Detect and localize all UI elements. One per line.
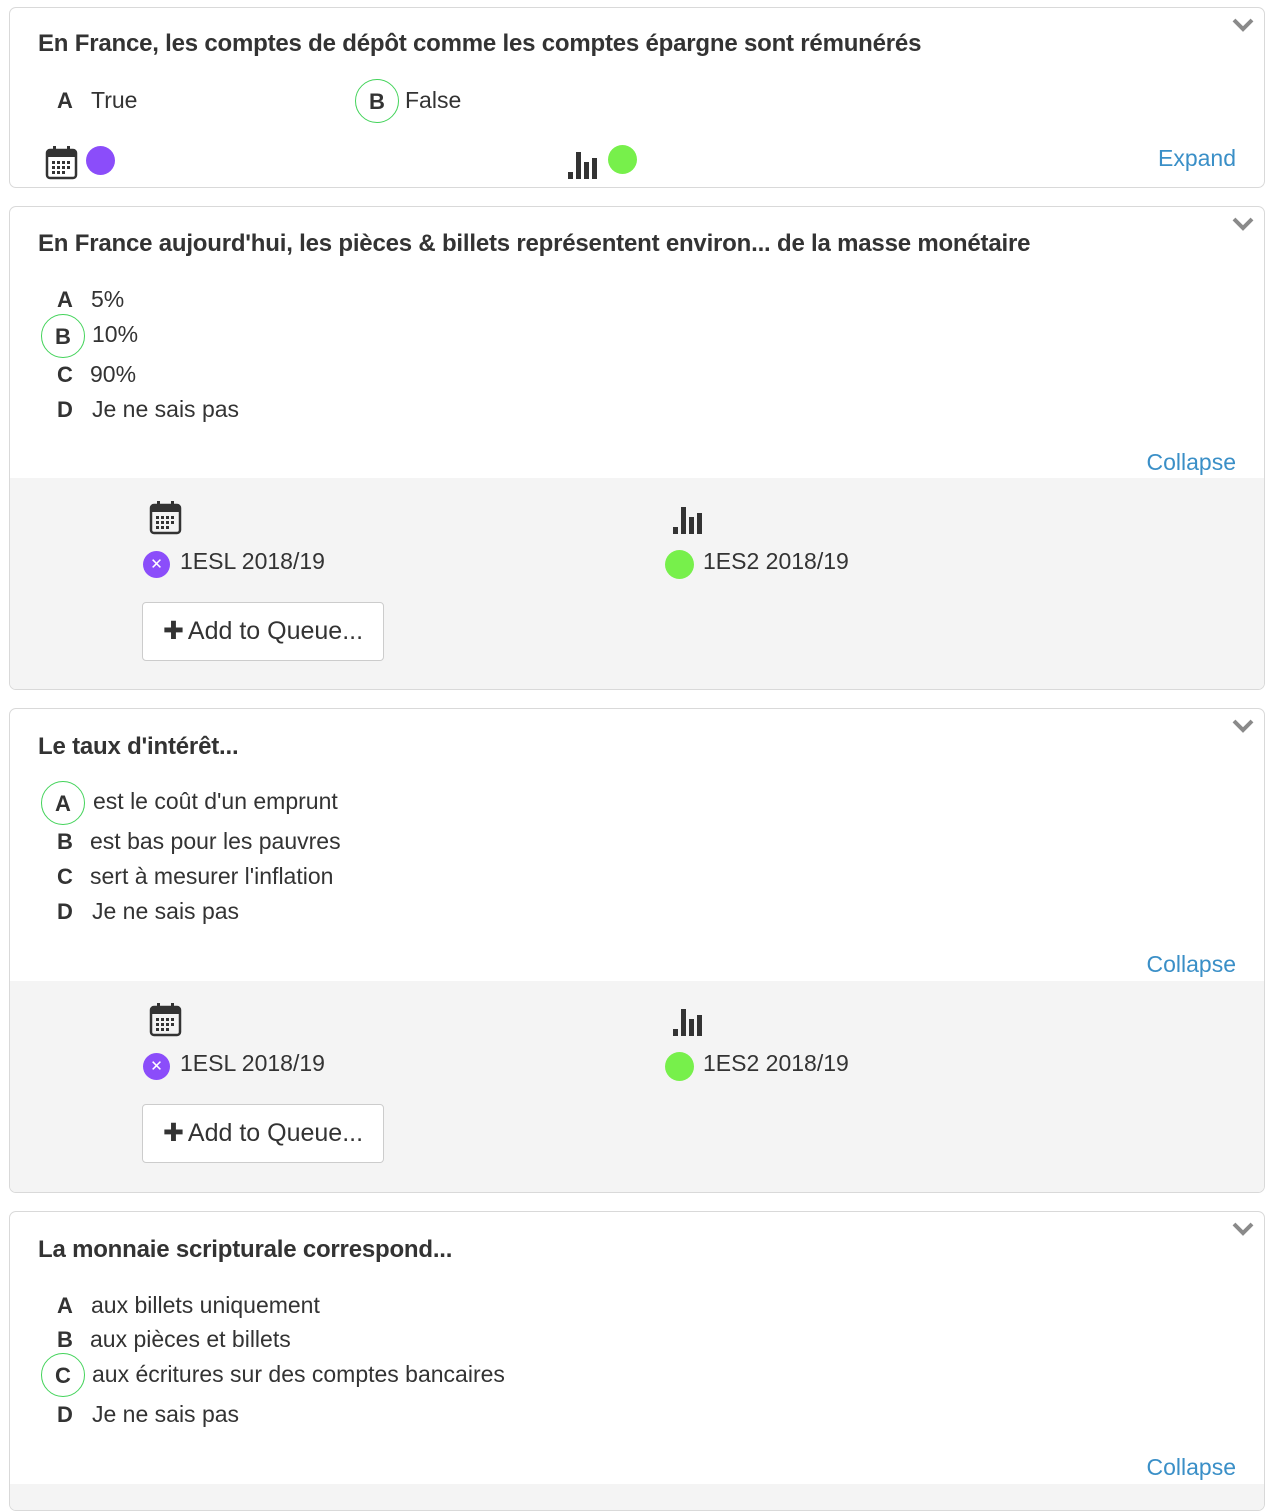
- x-icon[interactable]: ✕: [143, 1053, 170, 1080]
- add-to-queue-button[interactable]: [142, 1104, 384, 1163]
- answer-text: False: [405, 87, 462, 113]
- answer-letter: B: [57, 1327, 73, 1352]
- answer-text: sert à mesurer l'inflation: [90, 863, 334, 889]
- question-title: La monnaie scripturale correspond...: [38, 1236, 453, 1263]
- question-card: [9, 7, 1265, 188]
- add-to-queue-label: Add to Queue...: [187, 1119, 364, 1147]
- answer-letter: D: [57, 1402, 73, 1427]
- class-status-dot: [608, 145, 637, 174]
- answer-text: aux écritures sur des comptes bancaires: [92, 1361, 505, 1387]
- question-title: En France aujourd'hui, les pièces & billets représentent environ... de la masse monétaire: [38, 230, 1031, 257]
- calendar-icon[interactable]: [149, 1002, 182, 1042]
- question-card: [9, 206, 1265, 690]
- answer-letter-correct: C: [41, 1353, 85, 1397]
- answer-text: Je ne sais pas: [92, 898, 240, 924]
- answer-text: aux pièces et billets: [90, 1326, 291, 1352]
- add-to-queue-label: Add to Queue...: [187, 617, 364, 645]
- answer-letter: D: [57, 899, 73, 924]
- add-to-queue-button[interactable]: [142, 602, 384, 661]
- answer-letter: D: [57, 397, 73, 422]
- class-panel: [10, 478, 1264, 689]
- question-card: [9, 708, 1265, 1193]
- expand-link[interactable]: Expand: [1157, 145, 1236, 171]
- answer-text: Je ne sais pas: [92, 1401, 240, 1427]
- bar-chart-icon[interactable]: [672, 503, 706, 540]
- scheduled-class-name: 1ESL 2018/19: [180, 1050, 325, 1076]
- question-card: [9, 1211, 1265, 1511]
- calendar-icon[interactable]: [149, 500, 182, 540]
- collapse-link[interactable]: Collapse: [1146, 449, 1236, 475]
- collapse-link[interactable]: Collapse: [1146, 1454, 1236, 1480]
- bar-chart-icon[interactable]: [672, 1005, 706, 1042]
- answer-text: 10%: [92, 321, 139, 347]
- class-status-dot: [665, 1052, 694, 1081]
- answer-letter-correct: B: [355, 79, 399, 123]
- chevron-down-icon[interactable]: [1232, 1222, 1254, 1236]
- question-title: Le taux d'intérêt...: [38, 733, 239, 760]
- stats-class-name: 1ES2 2018/19: [703, 548, 849, 574]
- scheduled-class-name: 1ESL 2018/19: [180, 548, 325, 574]
- calendar-icon[interactable]: [45, 145, 78, 185]
- chevron-down-icon[interactable]: [1232, 18, 1254, 32]
- answer-text: Je ne sais pas: [92, 396, 240, 422]
- class-status-dot: [86, 146, 115, 175]
- chevron-down-icon[interactable]: [1232, 217, 1254, 231]
- answer-letter-correct: A: [41, 781, 85, 825]
- answer-letter: B: [57, 829, 73, 854]
- answer-letter: A: [57, 1293, 73, 1318]
- answer-text: est le coût d'un emprunt: [93, 788, 338, 814]
- bar-chart-icon[interactable]: [567, 148, 601, 185]
- answer-text: aux billets uniquement: [91, 1292, 320, 1318]
- answer-text: 90%: [90, 361, 137, 387]
- chevron-down-icon[interactable]: [1232, 719, 1254, 733]
- answer-letter-correct: B: [41, 314, 85, 358]
- answer-letter: A: [57, 287, 73, 312]
- answer-text: 5%: [91, 286, 125, 312]
- plus-icon: ✚: [162, 617, 184, 645]
- stats-class-name: 1ES2 2018/19: [703, 1050, 849, 1076]
- answer-letter: C: [57, 864, 73, 889]
- answer-letter: A: [57, 88, 73, 113]
- plus-icon: ✚: [162, 1119, 184, 1147]
- answer-text: True: [91, 87, 138, 113]
- class-panel: [10, 981, 1264, 1192]
- class-status-dot: [665, 550, 694, 579]
- collapse-link[interactable]: Collapse: [1146, 951, 1236, 977]
- answer-letter: C: [57, 362, 73, 387]
- answer-text: est bas pour les pauvres: [90, 828, 341, 854]
- question-title: En France, les comptes de dépôt comme les comptes épargne sont rémunérés: [38, 30, 922, 57]
- class-panel: [10, 1484, 1264, 1510]
- x-icon[interactable]: ✕: [143, 551, 170, 578]
